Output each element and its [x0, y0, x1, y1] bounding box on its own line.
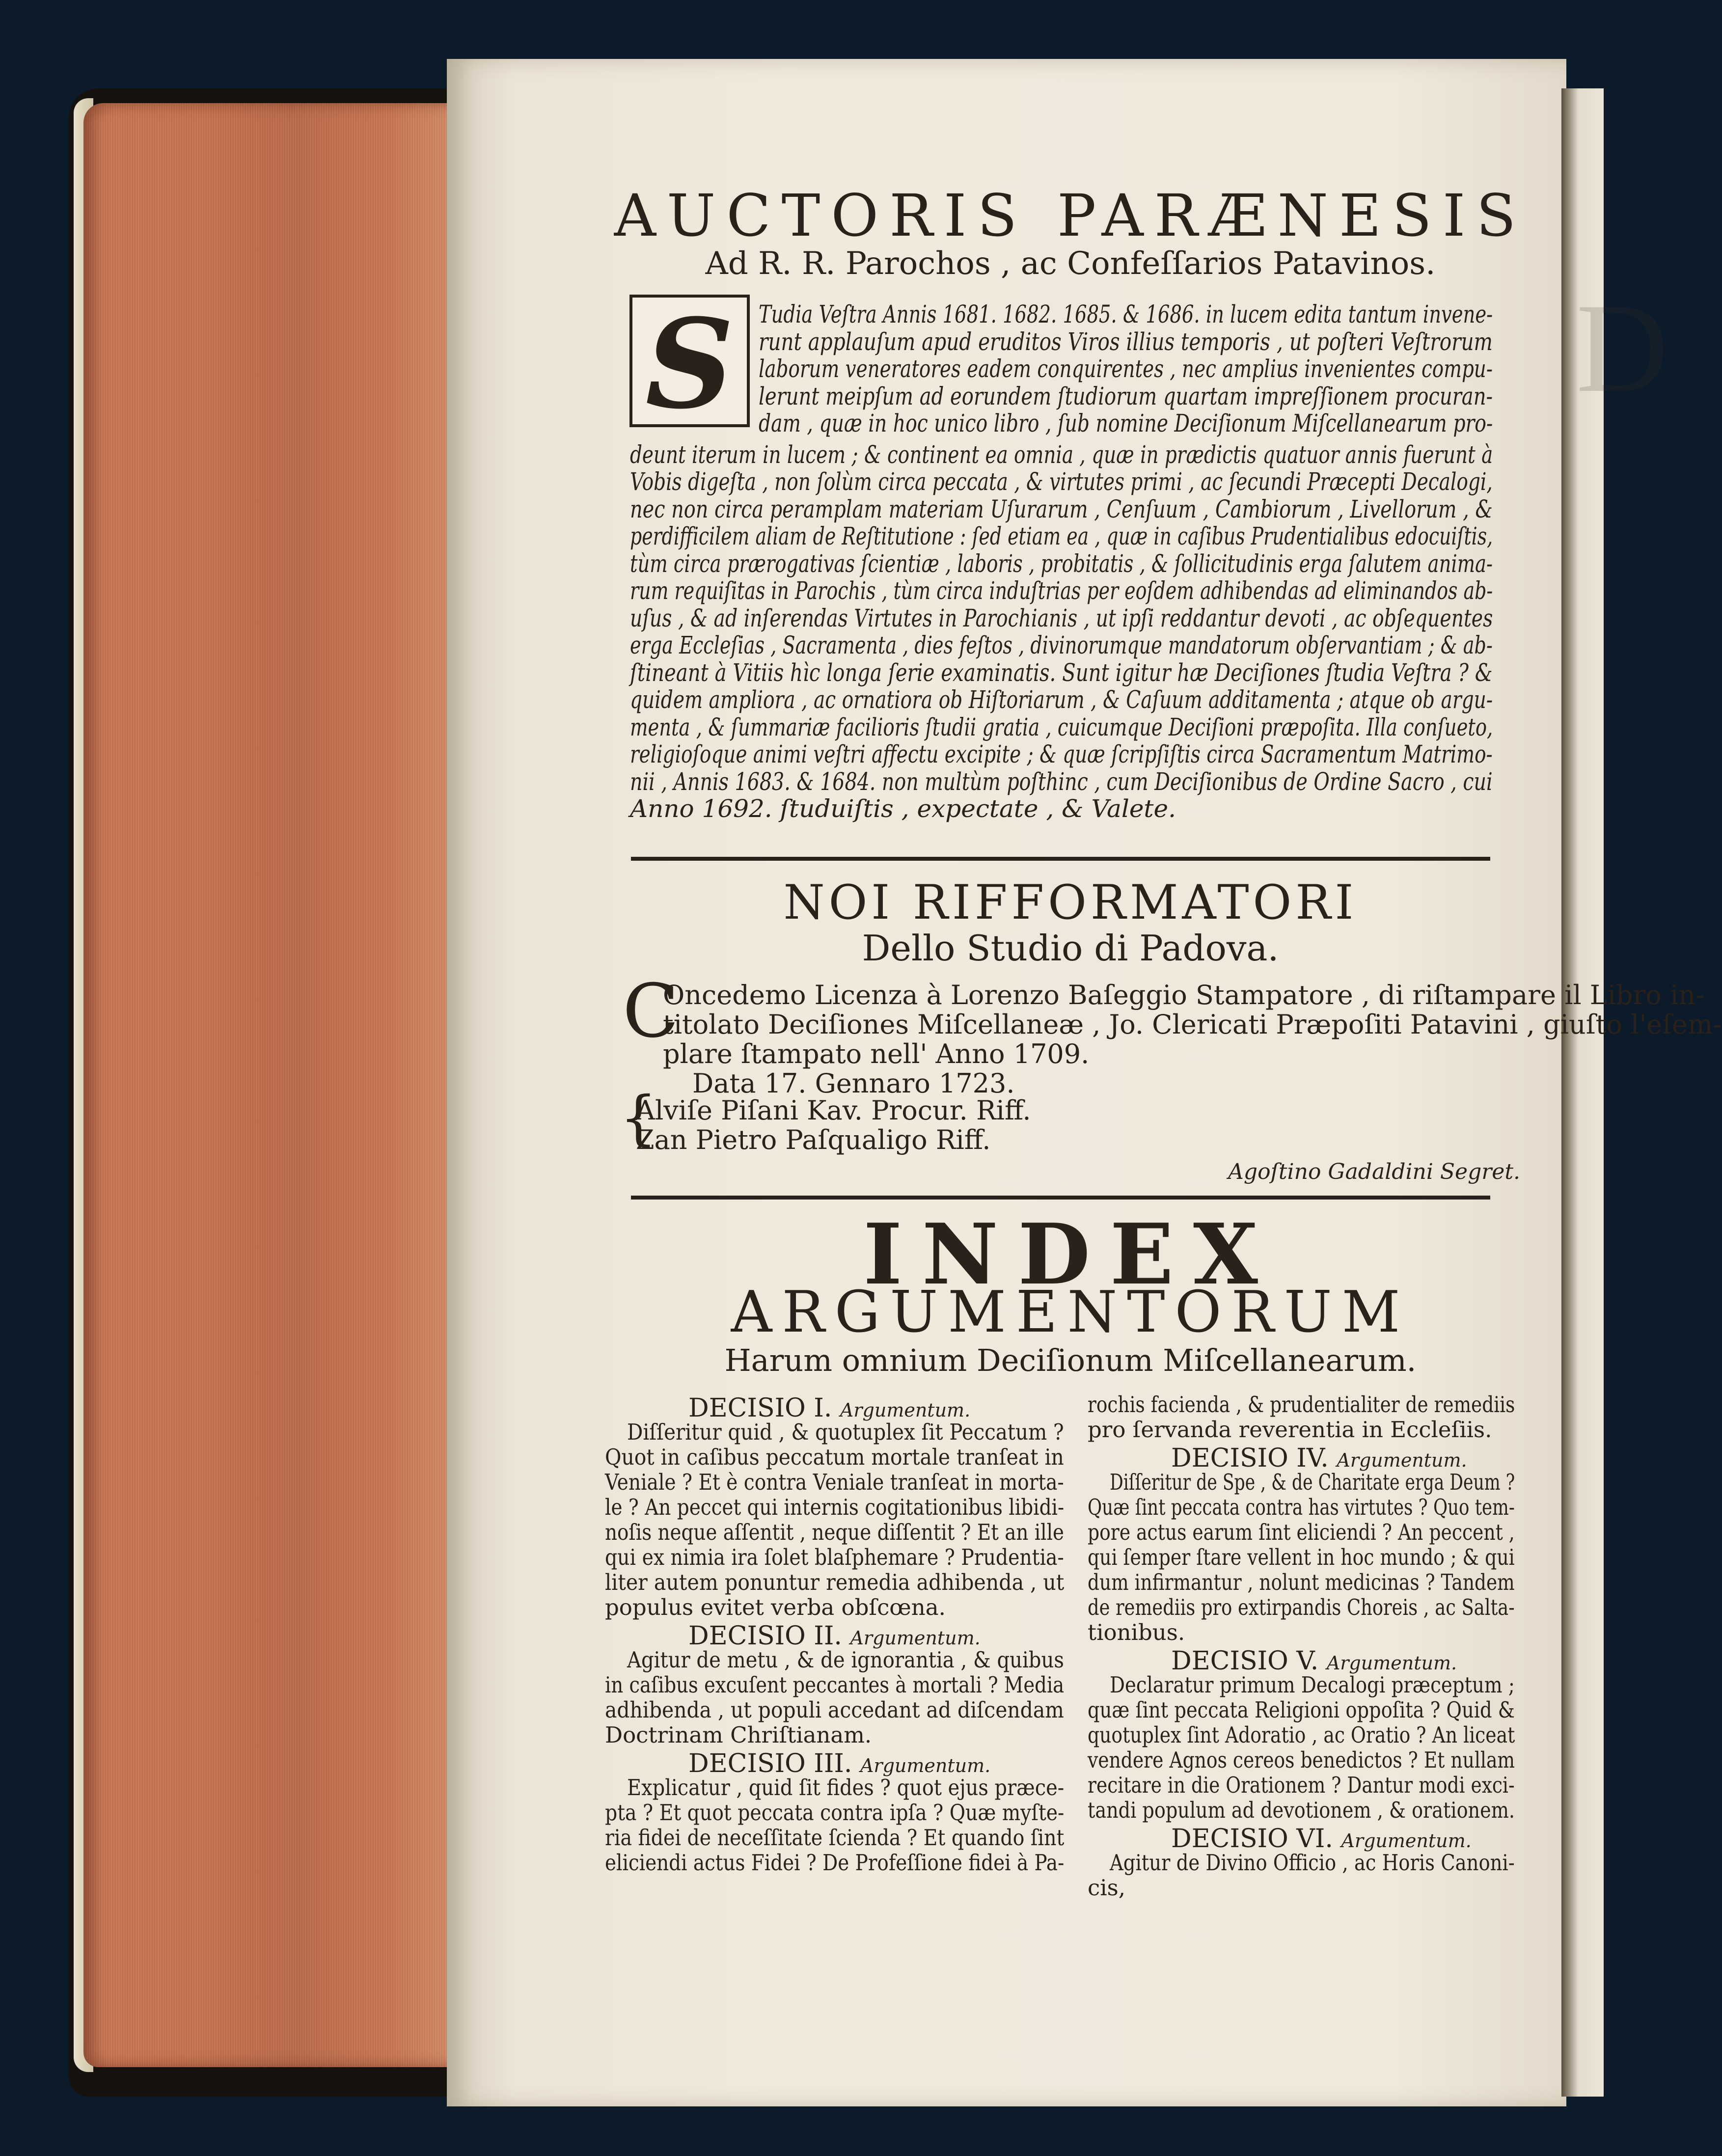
decisio-number: DECISIO VI. [1171, 1824, 1341, 1854]
index-line: Declaratur primum Decalogi præceptum ; [1110, 1672, 1515, 1698]
paraenesis-line: laborum veneratores eadem conquirentes , nec amplius invenientes compu- [759, 355, 1493, 383]
index-title: INDEX [863, 1205, 1278, 1304]
paraenesis-line: perdifficilem aliam de Reſtitutione : ſed etiam ea , quæ in caſibus Prudentialibus edocuiſtis, [630, 522, 1493, 550]
license-initial: C [623, 969, 679, 1054]
index-line: dum infirmantur , nolunt medicinas ? Tandem [1088, 1569, 1515, 1595]
index-line: quotuplex ſint Adoratio , ac Oratio ? An liceat [1088, 1722, 1515, 1748]
decisio-heading [1171, 1446, 1467, 1471]
paraenesis-line: nii , Annis 1683. & 1684. non multùm poſthinc , cum Deciſionibus de Ordine Sacro , cui [630, 767, 1493, 796]
paraenesis-line: lerunt meipſum ad eorundem ſtudiorum quartam impreſſionem procuran- [759, 382, 1493, 410]
index-line: Diſſeritur de Spe , & de Charitate erga Deum ? [1110, 1469, 1515, 1495]
index-line: Quæ ſint peccata contra has virtutes ? Quo tem- [1088, 1494, 1515, 1520]
decisio-heading [688, 1751, 990, 1776]
decisio-heading [688, 1395, 970, 1421]
index-line: quæ ſint peccata Religioni oppoſita ? Quid & [1088, 1697, 1515, 1723]
paraenesis-line: rum requiſitas in Parochis , tùm circa induſtrias per eoſdem adhibendas ad eliminandos ab- [630, 576, 1493, 605]
argumentum-label: Argumentum. [840, 1399, 971, 1421]
decisio-heading [1171, 1826, 1472, 1852]
page-edge-block [83, 103, 466, 2067]
paraenesis-line: religioſoque animi veſtri affectu excipite ; & quæ ſcripſiſtis circa Sacramentum Matrimo- [630, 740, 1493, 768]
index-line: pta ? Et quot peccata contra ipſa ? Quæ myſte- [605, 1800, 1065, 1826]
argumentum-label: Argumentum. [860, 1755, 991, 1776]
argumentum-label: Argumentum. [1326, 1652, 1457, 1674]
index-line: Doctrinam Chriſtianam. [605, 1722, 872, 1748]
signatory-brace: { [620, 1084, 657, 1152]
paraenesis-line: Tudia Veſtra Annis 1681. 1682. 1685. & 1686. in lucem edita tantum invene- [759, 300, 1493, 328]
argumentum-label: Argumentum. [1337, 1449, 1467, 1471]
divider [631, 1196, 1490, 1200]
index-line: vendere Agnos cereos benedictos ? Et nullam [1088, 1747, 1515, 1773]
paraenesis-title: AUCTORIS PARÆNESIS [614, 182, 1527, 249]
paraenesis-line: nec non circa peramplam materiam Uſurarum , Cenſuum , Cambiorum , Livellorum , & [630, 494, 1493, 523]
paraenesis-line: erga Eccleſias , Sacramenta , dies feſtos , divinorumque mandatorum obſervantiam ; & ab- [630, 631, 1493, 659]
index-line: Explicatur , quid ſit fides ? quot ejus præce- [627, 1774, 1065, 1801]
decisio-number: DECISIO IV. [1171, 1444, 1337, 1473]
decisio-heading [688, 1623, 981, 1649]
paraenesis-line: menta , & ſummariæ facilioris ſtudii gratia , cuicumque Deciſioni præpoſita. Illa conſueto, [630, 712, 1493, 741]
index-line: Veniale ? Et è contra Veniale tranſeat in morta- [605, 1469, 1064, 1495]
index-line: Agitur de metu , & de ignorantia , & quibus [627, 1647, 1064, 1673]
paraenesis-line: dam , quæ in hoc unico libro , ſub nomine Deciſionum Miſcellanearum pro- [759, 409, 1493, 437]
index-line: tandi populum ad devotionem , & orationem. [1088, 1797, 1515, 1823]
decisio-number: DECISIO III. [688, 1749, 860, 1778]
signatory: Zan Pietro Paſqualigo Riff. [636, 1124, 991, 1155]
index-line: qui ex nimia ira ſolet blaſphemare ? Prudentia- [605, 1544, 1064, 1570]
index-line: adhibenda , ut populi accedant ad diſcendam [605, 1697, 1064, 1723]
license-date: Data 17. Gennaro 1723. [692, 1068, 1015, 1099]
paraenesis-line: deunt iterum in lucem ; & continent ea omnia , quæ in prædictis quatuor annis fuerunt à [630, 440, 1493, 469]
license-line: titolato Deciſiones Miſcellaneæ , Jo. Clericati Præpoſiti Patavini , giuſto l'eſem- [663, 1009, 1722, 1040]
dropcap-letter: S [645, 292, 734, 436]
paraenesis-line: tùm circa prærogativas ſcientiæ , laboris , probitatis , & ſollicitudinis erga ſalutem anima- [630, 549, 1493, 578]
index-line: pore actus earum ſint eliciendi ? An peccent , [1088, 1519, 1515, 1545]
license-line: Oncedemo Licenza à Lorenzo Baſeggio Stampatore , di riſtampare il Libro in- [663, 980, 1705, 1010]
index-subtitle: Harum omnium Deciſionum Miſcellanearum. [724, 1342, 1417, 1378]
decisio-number: DECISIO I. [688, 1393, 840, 1423]
index-line: Diſſeritur quid , & quotuplex ſit Peccatum ? [627, 1419, 1064, 1445]
paraenesis-line: Anno 1692. ſtuduiſtis , expectate , & Valete. [630, 794, 1176, 823]
ornamental-dropcap [629, 292, 750, 436]
index-line: rochis facienda , & prudentialiter de remediis [1088, 1392, 1515, 1418]
license-subtitle: Dello Studio di Padova. [862, 928, 1279, 969]
secretary-signature: Agoſtino Gadaldini Segret. [1228, 1159, 1520, 1184]
index-line: qui ſemper ſtare vellent in hoc mundo ; & qui [1088, 1544, 1515, 1570]
index-line: Agitur de Divino Officio , ac Horis Canoni- [1110, 1850, 1515, 1876]
index-line: tionibus. [1088, 1619, 1185, 1645]
index-line: populus evitet verba obſcœna. [605, 1594, 946, 1620]
index-line: Quot in caſibus peccatum mortale tranſeat in [605, 1444, 1064, 1470]
paraenesis-line: quidem ampliora , ac ornatiora ob Hiſtoriarum , & Caſuum additamenta ; atque ob argu- [630, 685, 1493, 714]
decisio-number: DECISIO V. [1171, 1646, 1327, 1676]
divider [631, 857, 1490, 861]
index-line: recitare in die Orationem ? Dantur modi exci- [1088, 1772, 1515, 1798]
index-line: de remediis pro extirpandis Choreis , ac Salta- [1088, 1594, 1515, 1620]
index-line: cis, [1088, 1875, 1125, 1901]
signatory: Alviſe Piſani Kav. Procur. Riff. [636, 1095, 1031, 1126]
decisio-heading [1171, 1648, 1457, 1674]
decisio-number: DECISIO II. [688, 1621, 850, 1651]
index-line: noſis neque aſſentit , neque diſſentit ? Et an ille [605, 1519, 1064, 1545]
paraenesis-line: ſtineant à Vitiis hìc longa ſerie examinatis. Sunt igitur hæ Deciſiones ſtudia Veſtra ? & [630, 658, 1493, 687]
license-title: NOI RIFFORMATORI [783, 875, 1358, 930]
index-line: le ? An peccet qui internis cogitationibus libidi- [605, 1494, 1065, 1520]
index-line: eliciendi actus Fidei ? De Profeſſione fidei à Pa- [605, 1850, 1065, 1876]
index-line: pro ſervanda reverentia in Eccleſiis. [1088, 1417, 1492, 1443]
paraenesis-line: runt applauſum apud eruditos Viros illius temporis , ut poſteri Veſtrorum [759, 327, 1493, 356]
index-line: in caſibus excuſent peccantes à mortali ? Media [605, 1672, 1065, 1698]
paraenesis-line: Vobis digeſta , non ſolùm circa peccata , & virtutes primi , ac ſecundi Præcepti Decalogi, [630, 467, 1493, 496]
index-line: ria fidei de neceſſitate ſcienda ? Et quando ſint [605, 1825, 1065, 1851]
index-line: liter autem ponuntur remedia adhibenda , ut [605, 1569, 1065, 1595]
index-title-2: ARGUMENTORUM [731, 1279, 1410, 1345]
argumentum-label: Argumentum. [1341, 1830, 1472, 1852]
license-line: plare ſtampato nell' Anno 1709. [663, 1038, 1090, 1069]
argumentum-label: Argumentum. [850, 1627, 981, 1649]
show-through-mark: D [1576, 277, 1668, 419]
paraenesis-subtitle: Ad R. R. Parochos , ac Confeſſarios Patavinos. [705, 246, 1436, 282]
paraenesis-line: uſus , & ad inſerendas Virtutes in Parochianis , ut ipſi reddantur devoti , ac obſequentes [630, 603, 1493, 632]
